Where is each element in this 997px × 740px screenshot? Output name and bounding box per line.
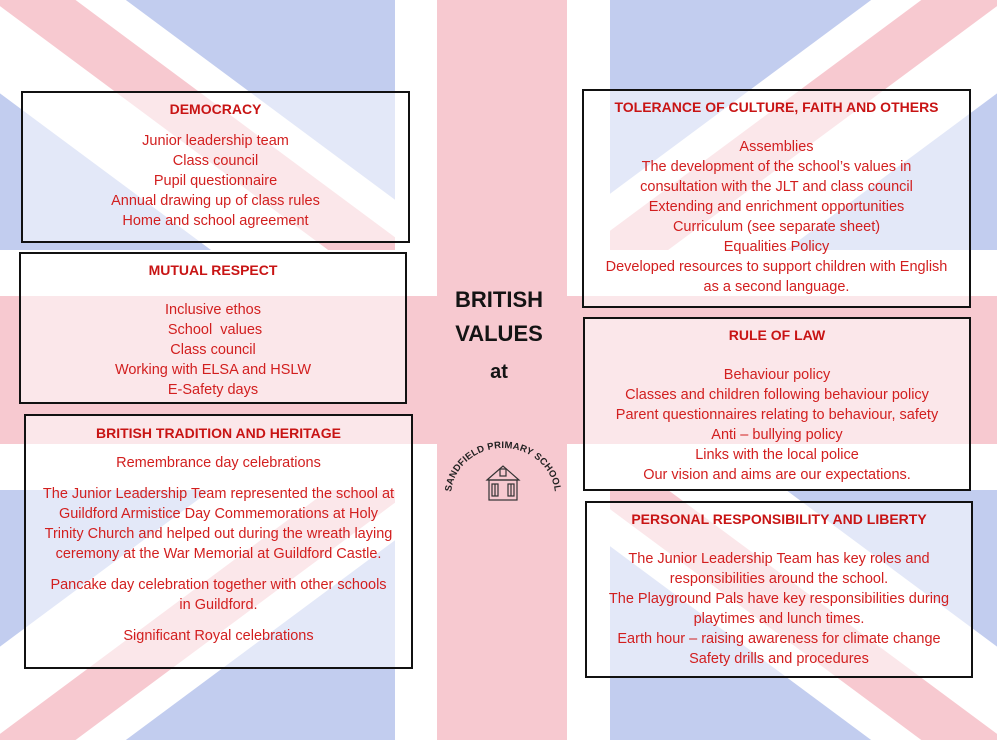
mutual-respect-box bbox=[19, 252, 407, 404]
central-title bbox=[440, 283, 558, 389]
tolerance-box bbox=[582, 89, 971, 308]
heritage-box bbox=[24, 414, 413, 669]
title-line-at: at bbox=[490, 361, 508, 383]
tolerance-item: Developed resources to support children with English bbox=[605, 259, 948, 275]
liberty-item: Safety drills and procedures bbox=[689, 651, 869, 667]
heritage-line: ceremony at the War Memorial at Guildford Castle. bbox=[55, 546, 382, 562]
democracy-item: Home and school agreement bbox=[122, 213, 309, 229]
tolerance-item: consultation with the JLT and class council bbox=[640, 179, 913, 195]
heritage-line: Significant Royal celebrations bbox=[123, 628, 314, 644]
liberty-item: Earth hour – raising awareness for climate change bbox=[617, 631, 941, 647]
mutual-respect-item: School values bbox=[163, 322, 263, 338]
rule-of-law-box bbox=[583, 317, 971, 491]
tolerance-item: Curriculum (see separate sheet) bbox=[672, 219, 881, 235]
democracy-item: Class council bbox=[172, 153, 259, 169]
heritage-line: The Junior Leadership Team represented the school at bbox=[42, 486, 395, 502]
rule-of-law-title: RULE OF LAW bbox=[728, 327, 826, 343]
liberty-item: responsibilities around the school. bbox=[669, 571, 889, 587]
mutual-respect-title: MUTUAL RESPECT bbox=[148, 262, 278, 278]
liberty-title: PERSONAL RESPONSIBILITY AND LIBERTY bbox=[631, 511, 927, 527]
mutual-respect-item: Class council bbox=[170, 342, 256, 358]
liberty-item: playtimes and lunch times. bbox=[693, 611, 865, 627]
mutual-respect-item: Working with ELSA and HSLW bbox=[114, 362, 312, 378]
tolerance-item: The development of the school’s values in bbox=[641, 159, 912, 175]
heritage-line: Trinity Church and helped out during the wreath laying bbox=[44, 526, 393, 542]
democracy-title: DEMOCRACY bbox=[169, 101, 262, 117]
heritage-line: in Guildford. bbox=[179, 597, 258, 613]
school-name-arc: SANDFIELD PRIMARY SCHOOL bbox=[443, 439, 563, 493]
mutual-respect-item: Inclusive ethos bbox=[165, 302, 261, 318]
mutual-respect-item: E-Safety days bbox=[167, 382, 259, 398]
democracy-item: Pupil questionnaire bbox=[153, 173, 278, 189]
democracy-box bbox=[21, 91, 410, 243]
school-building-icon bbox=[487, 466, 519, 500]
rule-of-law-item: Behaviour policy bbox=[723, 367, 831, 383]
tolerance-item: Equalities Policy bbox=[723, 239, 830, 255]
liberty-box bbox=[585, 501, 973, 678]
tolerance-item: Assemblies bbox=[739, 139, 814, 155]
tolerance-item: as a second language. bbox=[703, 279, 850, 295]
heritage-line: Remembrance day celebrations bbox=[116, 455, 321, 471]
title-line-values: VALUES bbox=[455, 321, 543, 346]
title-line-british: BRITISH bbox=[455, 287, 543, 312]
heritage-line: Guildford Armistice Day Commemorations at Holy bbox=[58, 506, 379, 522]
rule-of-law-item: Links with the local police bbox=[695, 447, 859, 463]
heritage-title: BRITISH TRADITION AND HERITAGE bbox=[96, 425, 341, 441]
heritage-line: Pancake day celebration together with other schools bbox=[50, 577, 387, 593]
rule-of-law-item: Classes and children following behaviour policy bbox=[625, 387, 929, 403]
democracy-item: Annual drawing up of class rules bbox=[111, 193, 320, 209]
rule-of-law-item: Parent questionnaires relating to behaviour, safety bbox=[615, 407, 939, 423]
rule-of-law-item: Our vision and aims are our expectations. bbox=[643, 467, 911, 483]
rule-of-law-item: Anti – bullying policy bbox=[711, 427, 843, 443]
liberty-item: The Playground Pals have key responsibilities during bbox=[608, 591, 950, 607]
tolerance-title: TOLERANCE OF CULTURE, FAITH AND OTHERS bbox=[614, 99, 939, 115]
liberty-item: The Junior Leadership Team has key roles and bbox=[628, 551, 930, 567]
democracy-item: Junior leadership team bbox=[142, 133, 289, 149]
school-logo bbox=[443, 436, 563, 504]
tolerance-item: Extending and enrichment opportunities bbox=[648, 199, 905, 215]
